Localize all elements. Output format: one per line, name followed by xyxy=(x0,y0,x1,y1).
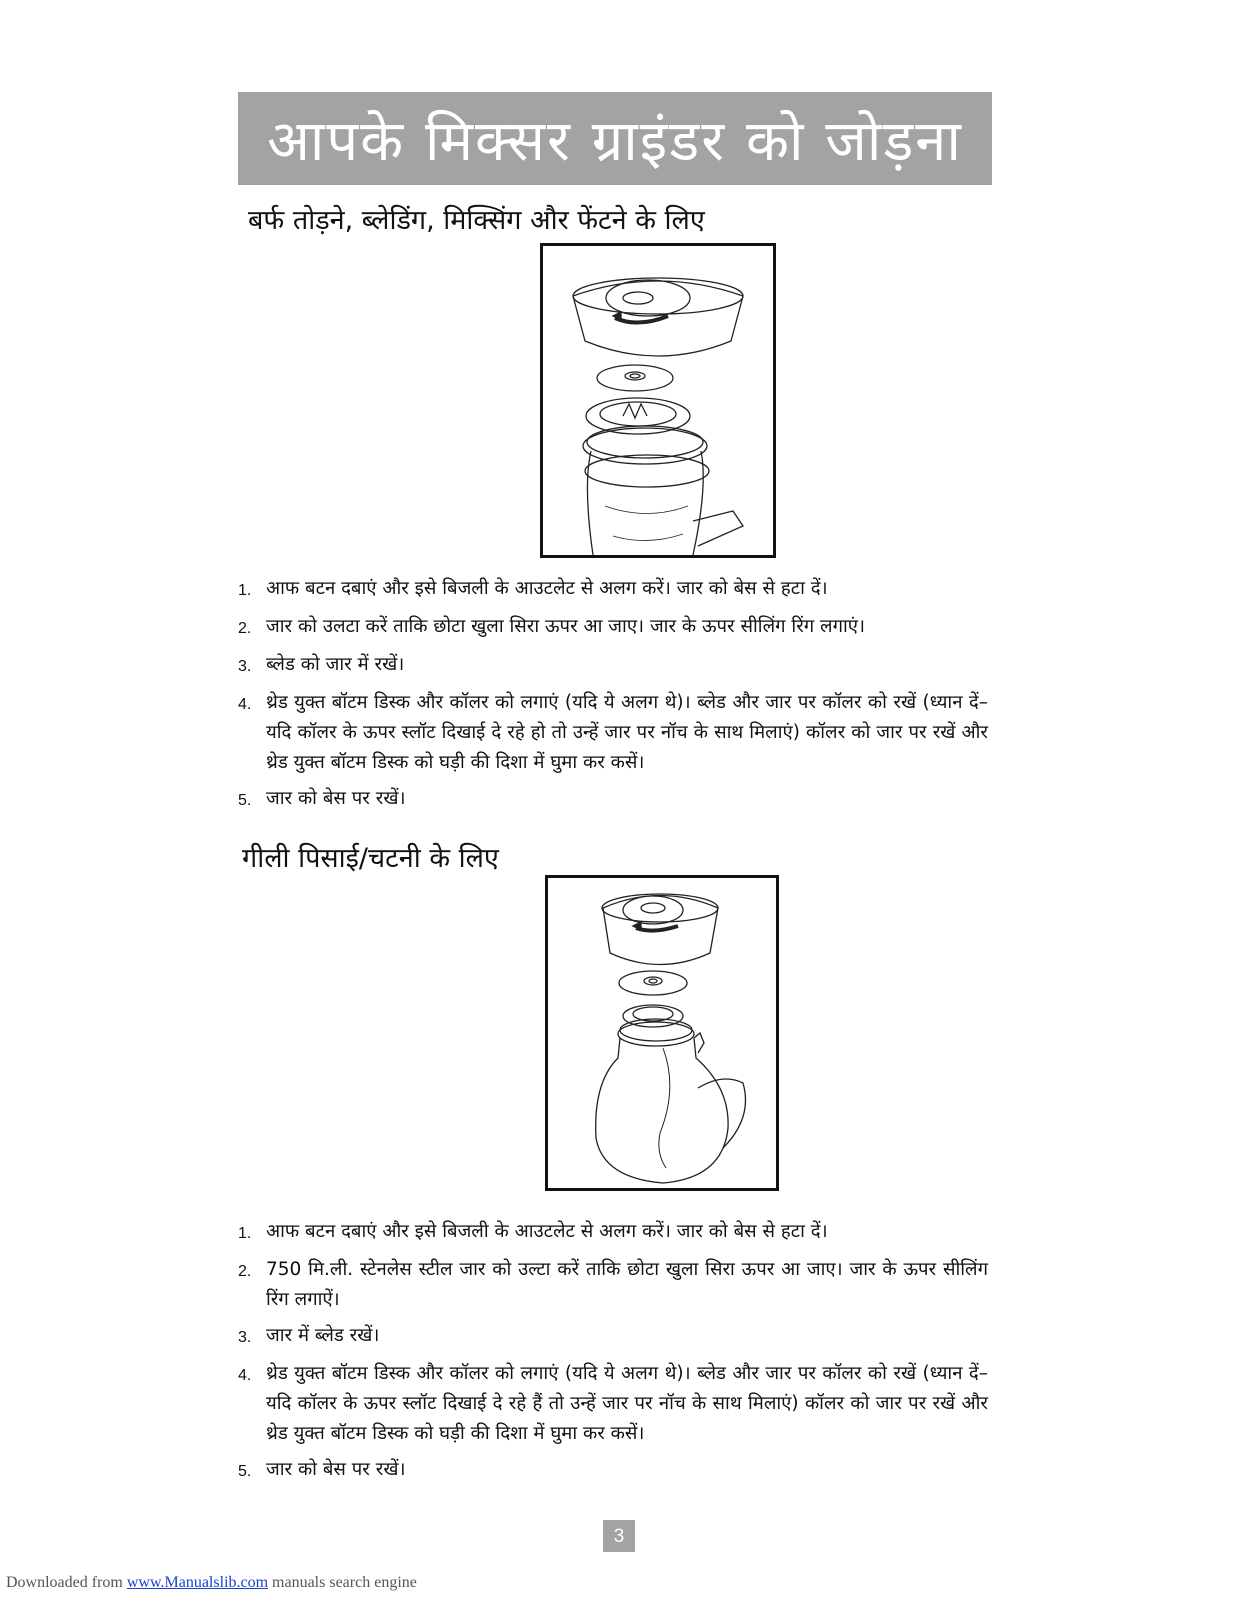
footer-suffix: manuals search engine xyxy=(268,1574,417,1591)
step-text: जार को बेस पर रखें। xyxy=(266,1459,406,1480)
step-text: जार में ब्लेड रखें। xyxy=(266,1325,380,1346)
steps-list-ice-crushing xyxy=(238,574,988,822)
chutney-jar-assembly-icon xyxy=(548,878,776,1188)
list-item xyxy=(238,1359,988,1449)
step-number: 4. xyxy=(238,1367,252,1384)
step-number: 2. xyxy=(238,620,252,637)
list-item xyxy=(238,1455,988,1487)
step-text: आफ बटन दबाएं और इसे बिजली के आउटलेट से अलग करें। जार को बेस से हटा दें। xyxy=(266,578,828,599)
step-text: जार को उलटा करें ताकि छोटा खुला सिरा ऊपर आ जाए। जार के ऊपर सीलिंग रिंग लगाएं। xyxy=(266,616,866,637)
footer-prefix: Downloaded from xyxy=(6,1574,127,1591)
blender-jar-assembly-icon xyxy=(543,246,773,555)
step-number: 5. xyxy=(238,792,252,809)
list-item xyxy=(238,688,988,778)
step-number: 4. xyxy=(238,696,252,713)
step-text: जार को बेस पर रखें। xyxy=(266,788,406,809)
step-text: आफ बटन दबाएं और इसे बिजली के आउटलेट से अलग करें। जार को बेस से हटा दें। xyxy=(266,1221,828,1242)
step-number: 5. xyxy=(238,1463,252,1480)
list-item xyxy=(238,650,988,682)
step-text: ब्लेड को जार में रखें। xyxy=(266,654,405,675)
chutney-jar-assembly-figure xyxy=(545,875,779,1191)
step-number: 3. xyxy=(238,658,252,675)
step-number: 2. xyxy=(238,1263,252,1280)
step-number: 1. xyxy=(238,582,252,599)
step-text: थ्रेड युक्त बॉटम डिस्क और कॉलर को लगाएं (यदि ये अलग थे)। ब्लेड और जार पर कॉलर को रखें (ध्यान दें–यदि कॉलर के ऊपर स्लॉट दिखाई दे रहे हैं तो उन्हें जार पर नॉच के साथ मिलाएं) कॉलर को जार पर रखें और थ्रेड युक्त बॉटम डिस्क को घड़ी की दिशा में घुमा कर कसें। xyxy=(266,1363,988,1444)
step-text: थ्रेड युक्त बॉटम डिस्क और कॉलर को लगाएं (यदि ये अलग थे)। ब्लेड और जार पर कॉलर को रखें (ध्यान दें–यदि कॉलर के ऊपर स्लॉट दिखाई दे रहे हो तो उन्हें जार पर नॉच के साथ मिलाएं) कॉलर को जार पर रखें और थ्रेड युक्त बॉटम डिस्क को घड़ी की दिशा में घुमा कर कसें। xyxy=(266,692,988,773)
footer-download-note xyxy=(6,1574,417,1592)
list-item xyxy=(238,784,988,816)
list-item xyxy=(238,1321,988,1353)
blender-jar-assembly-figure xyxy=(540,243,776,558)
list-item xyxy=(238,1255,988,1315)
section-heading-wet-grinding: गीली पिसाई/चटनी के लिए xyxy=(242,843,499,874)
step-number: 1. xyxy=(238,1225,252,1242)
page-number: 3 xyxy=(603,1520,635,1552)
step-text: 750 मि.ली. स्टेनलेस स्टील जार को उल्टा करें ताकि छोटा खुला सिरा ऊपर आ जाए। जार के ऊपर सीलिंग रिंग लगाऐं। xyxy=(266,1259,988,1310)
steps-list-wet-grinding xyxy=(238,1217,988,1493)
section-heading-ice-crushing: बर्फ तोड़ने, ब्लेडिंग, मिक्सिंग और फेंटने के लिए xyxy=(248,205,705,236)
list-item xyxy=(238,612,988,644)
page-title: आपके मिक्सर ग्राइंडर को जोड़ना xyxy=(238,92,992,185)
manualslib-link[interactable]: www.Manualslib.com xyxy=(126,1574,269,1591)
list-item xyxy=(238,574,988,606)
list-item xyxy=(238,1217,988,1249)
step-number: 3. xyxy=(238,1329,252,1346)
